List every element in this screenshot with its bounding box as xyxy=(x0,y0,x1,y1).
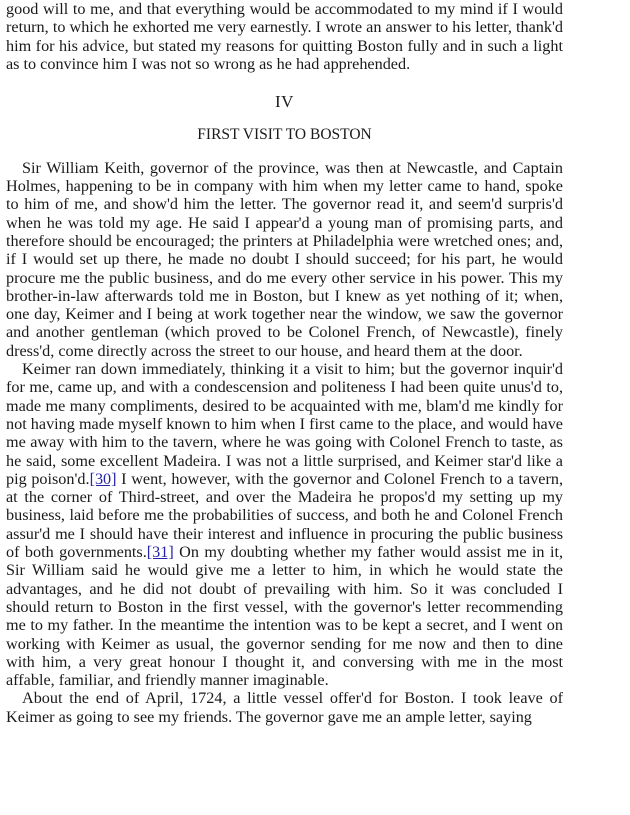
paragraph-governor-visit: Sir William Keith, governor of the province, was then at Newcastle, and Captain Holmes, happening to be in company with him when my letter came to hand, spoke to him of me, and show'd him the letter. The governor read it, and seem'd surpris'd when he was told my age. He said I appear'd a young man of promising parts, and therefore should be encouraged; the printers at Philadelphia were wretched ones; and, if I would set up there, he made no doubt I should succeed; for his part, he would procure me the public business, and do me every other service in his power. This my brother-in-law afterwards told me in Boston, but I knew as yet nothing of it; when, one day, Keimer and I being at work together near the window, we saw the governor and another gentleman (which proved to be Colonel French, of Newcastle), finely dress'd, come directly across the street to our house, and heard them at the door. xyxy=(6,158,563,360)
paragraph-keimer xyxy=(6,360,563,689)
document-page xyxy=(6,0,563,726)
paragraph-text-segment: On my doubting whether my father would assist me in it, Sir William said he would give me a letter to him, in which he would state the advantages, and he did not doubt of prevailing with him. So it was concluded I should return to Boston in the first vessel, with the governor's letter recommending me to my father. In the meantime the intention was to be kept a secret, and I went on working with Keimer as usual, the governor sending for me now and then to dine with him, a very great honour I thought it, and conversing with me in the most affable, familiar, and friendly manner imaginable. xyxy=(6,543,563,690)
paragraph-text-segment: Keimer ran down immediately, thinking it a visit to him; but the governor inquir'd for me, came up, and with a condescension and politeness I had been quite unus'd to, made me many compliments, desired to be acquainted with me, blam'd me kindly for not having made myself known to him when I first came to the place, and would have me away with him to the tavern, where he was going with Colonel French to taste, as he said, some excellent Madeira. I was not a little surprised, and Keimer star'd like a pig poison'd. xyxy=(6,360,563,488)
chapter-title: FIRST VISIT TO BOSTON xyxy=(197,126,372,144)
chapter-number: IV xyxy=(275,92,294,112)
footnote-link-31[interactable]: [31] xyxy=(146,543,174,562)
footnote-link-30[interactable]: [30] xyxy=(89,469,117,488)
intro-paragraph: good will to me, and that everything would be accommodated to my mind if I would return, to which he exhorted me very earnestly. I wrote an answer to his letter, thank'd him for his advice, but stated my reasons for quitting Boston fully and in such a light as to convince him I was not so wrong as he had apprehended. xyxy=(6,0,563,73)
paragraph-text-segment: I went, however, with the governor and Colonel French to a tavern, at the corner of Third-street, and over the Madeira he propos'd my setting up my business, laid before me the probabilities of success, and both he and Colonel French assur'd me I should have their interest and influence in procuring the public business of both governments. xyxy=(6,469,564,562)
paragraph-departure: About the end of April, 1724, a little vessel offer'd for Boston. I took leave of Keimer as going to see my friends. The governor gave me an ample letter, saying xyxy=(6,689,563,726)
